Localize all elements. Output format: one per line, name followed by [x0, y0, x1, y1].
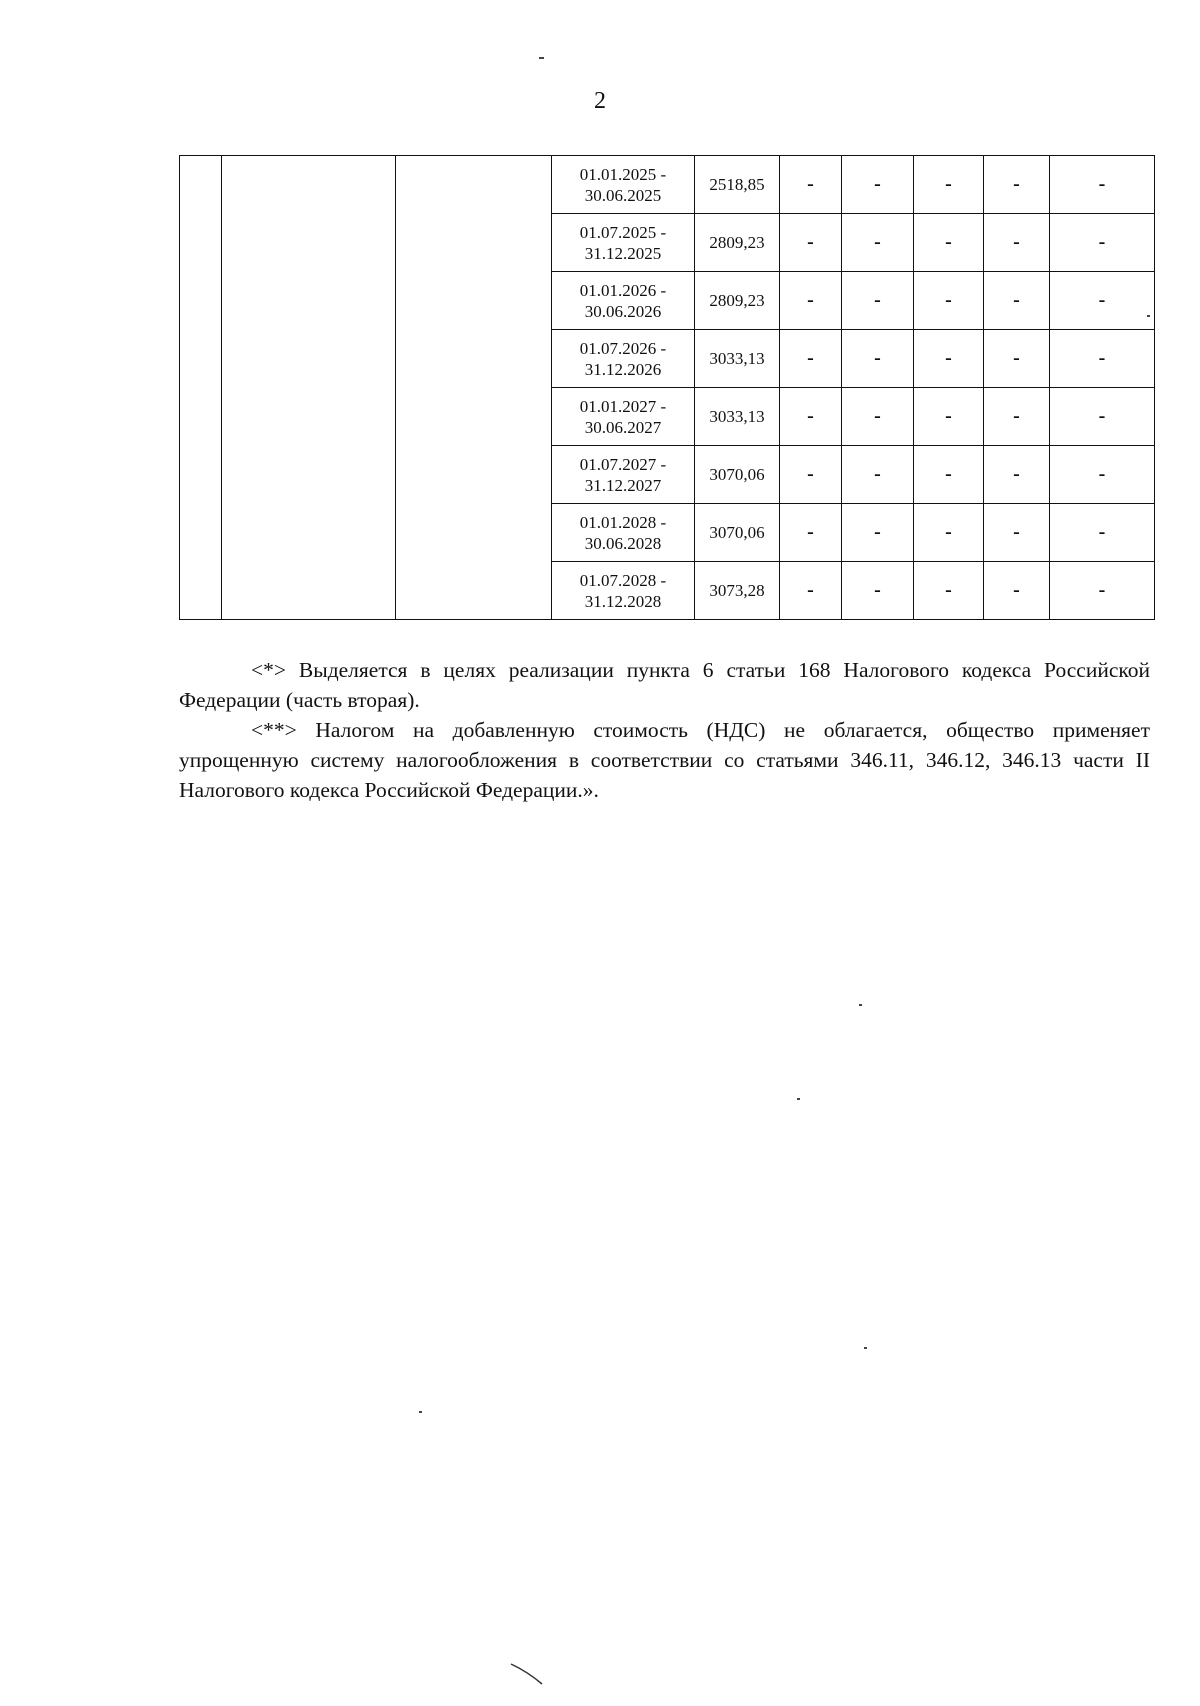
scan-mark	[510, 1662, 544, 1686]
scan-speck	[859, 1004, 862, 1006]
footnotes	[179, 655, 1150, 805]
tariff-value: 3070,06	[695, 446, 780, 504]
dash-cell: -	[984, 272, 1050, 330]
tariff-table	[179, 155, 1155, 620]
dash-cell: -	[842, 156, 914, 214]
dash-cell: -	[780, 214, 842, 272]
dash-cell: -	[984, 156, 1050, 214]
dash-cell: -	[842, 446, 914, 504]
tariff-value: 2518,85	[695, 156, 780, 214]
dash-cell: -	[984, 562, 1050, 620]
dash-cell: -	[914, 388, 984, 446]
period-start: 01.01.2027 -	[579, 396, 667, 416]
period-cell	[552, 504, 695, 562]
tariff-value: 3033,13	[695, 330, 780, 388]
dash-cell: -	[780, 388, 842, 446]
dash-cell: -	[842, 330, 914, 388]
period-start: 01.07.2028 -	[579, 570, 667, 590]
tariff-value: 3073,28	[695, 562, 780, 620]
period-end: 30.06.2025	[584, 185, 662, 205]
period-cell	[552, 388, 695, 446]
period-end: 30.06.2027	[584, 417, 662, 437]
period-start: 01.01.2028 -	[579, 512, 667, 532]
table-body	[180, 156, 1155, 620]
dash-cell: -	[842, 562, 914, 620]
dash-cell: -	[1050, 504, 1155, 562]
dash-cell: -	[1050, 388, 1155, 446]
merged-empty-cell	[180, 156, 222, 620]
scan-speck	[1147, 315, 1150, 317]
tariff-value: 3070,06	[695, 504, 780, 562]
dash-cell: -	[984, 504, 1050, 562]
period-end: 30.06.2028	[584, 533, 662, 553]
period-cell	[552, 562, 695, 620]
period-end: 31.12.2026	[584, 359, 662, 379]
period-cell	[552, 156, 695, 214]
dash-cell: -	[780, 446, 842, 504]
period-start: 01.01.2026 -	[579, 280, 667, 300]
dash-cell: -	[1050, 156, 1155, 214]
dash-cell: -	[914, 330, 984, 388]
dash-cell: -	[984, 330, 1050, 388]
period-start: 01.07.2026 -	[579, 338, 667, 358]
dash-cell: -	[1050, 272, 1155, 330]
dash-cell: -	[1050, 446, 1155, 504]
period-start: 01.07.2027 -	[579, 454, 667, 474]
dash-cell: -	[914, 504, 984, 562]
dash-cell: -	[914, 272, 984, 330]
dash-cell: -	[984, 446, 1050, 504]
merged-empty-cell	[396, 156, 552, 620]
dash-cell: -	[780, 330, 842, 388]
dash-cell: -	[842, 214, 914, 272]
scan-speck	[419, 1411, 422, 1413]
period-cell	[552, 214, 695, 272]
footnote-1: <*> Выделяется в целях реализации пункта 6 статьи 168 Налогового кодекса Российской Федерации (часть вторая).	[179, 658, 1150, 712]
page-number: 2	[594, 88, 606, 114]
dash-cell: -	[842, 504, 914, 562]
dash-cell: -	[1050, 330, 1155, 388]
period-start: 01.07.2025 -	[579, 222, 667, 242]
dash-cell: -	[914, 562, 984, 620]
table-row	[180, 156, 1155, 214]
dash-cell: -	[914, 214, 984, 272]
dash-cell: -	[984, 214, 1050, 272]
dash-cell: -	[780, 156, 842, 214]
footnote-2: <**> Налогом на добавленную стоимость (НДС) не облагается, общество применяет упрощенную систему налогообложения в соответствии со статьями 346.11, 346.12, 346.13 части II Налогового кодекса Российской Федерации.».	[179, 718, 1150, 802]
merged-empty-cell	[222, 156, 396, 620]
dash-cell: -	[842, 388, 914, 446]
period-end: 31.12.2025	[584, 243, 662, 263]
tariff-value: 2809,23	[695, 272, 780, 330]
dash-cell: -	[984, 388, 1050, 446]
period-cell	[552, 272, 695, 330]
period-end: 31.12.2028	[584, 591, 662, 611]
period-end: 30.06.2026	[584, 301, 662, 321]
scan-speck	[797, 1098, 800, 1100]
dash-cell: -	[1050, 562, 1155, 620]
scan-speck	[864, 1347, 867, 1349]
period-end: 31.12.2027	[584, 475, 662, 495]
scan-speck	[539, 57, 544, 59]
dash-cell: -	[780, 272, 842, 330]
period-start: 01.01.2025 -	[579, 164, 667, 184]
tariff-value: 2809,23	[695, 214, 780, 272]
dash-cell: -	[914, 446, 984, 504]
tariff-value: 3033,13	[695, 388, 780, 446]
dash-cell: -	[914, 156, 984, 214]
period-cell	[552, 446, 695, 504]
period-cell	[552, 330, 695, 388]
dash-cell: -	[780, 562, 842, 620]
dash-cell: -	[842, 272, 914, 330]
dash-cell: -	[1050, 214, 1155, 272]
dash-cell: -	[780, 504, 842, 562]
